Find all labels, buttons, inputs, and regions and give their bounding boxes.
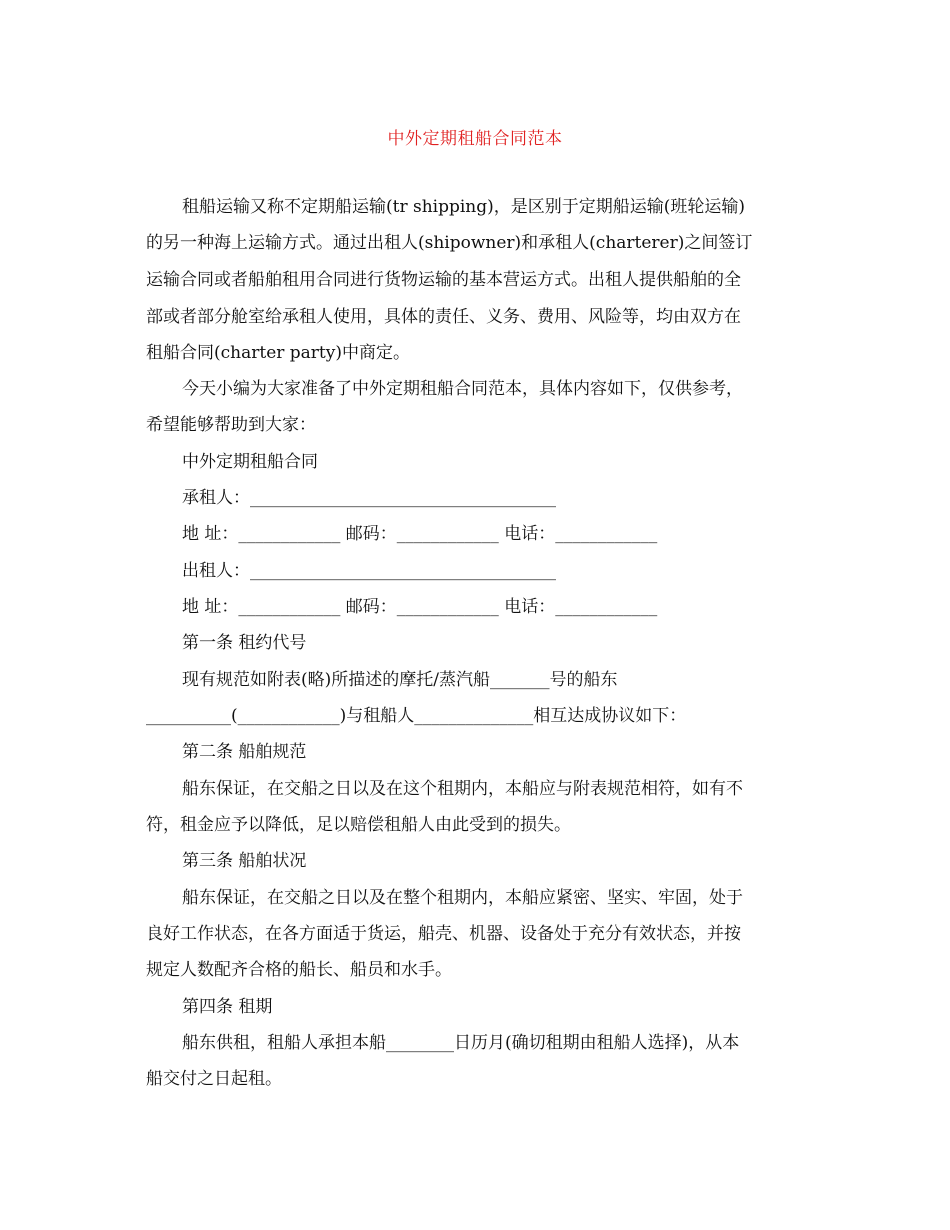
intro-line-1: 租船运输又称不定期船运输(tr shipping)，是区别于定期船运输(班轮运输) (182, 197, 746, 217)
article-3-heading: 第三条 船舶状况 (182, 851, 307, 871)
article-3-line-3: 规定人数配齐合格的船长、船员和水手。 (146, 960, 452, 980)
intro-line-3: 运输合同或者船舶租用合同进行货物运输的基本营运方式。出租人提供船舶的全 (146, 270, 741, 290)
preface-line-1: 今天小编为大家准备了中外定期租船合同范本，具体内容如下，仅供参考， (182, 379, 743, 399)
article-2-line-1: 船东保证，在交船之日以及在这个租期内，本船应与附表规范相符，如有不 (182, 779, 743, 799)
article-1-line-1: 现有规范如附表(略)所描述的摩托/蒸汽船_______号的船东 (182, 670, 618, 690)
intro-line-2: 的另一种海上运输方式。通过出租人(shipowner)和承租人(charterer)之间签订 (146, 233, 753, 253)
intro-line-4: 部或者部分舱室给承租人使用，具体的责任、义务、费用、风险等，均由双方在 (146, 307, 741, 327)
lessee-address-field: 地 址：____________ 邮码：____________ 电话：____________ (182, 524, 658, 544)
article-4-heading: 第四条 租期 (182, 997, 273, 1017)
article-3-line-2: 良好工作状态，在各方面适于货运，船壳、机器、设备处于充分有效状态，并按 (146, 924, 741, 944)
article-4-line-2: 船交付之日起租。 (146, 1069, 282, 1089)
preface-line-2: 希望能够帮助到大家： (146, 415, 316, 435)
document-title: 中外定期租船合同范本 (387, 129, 563, 149)
contract-heading: 中外定期租船合同 (182, 452, 318, 472)
article-2-line-2: 符，租金应予以降低，足以赔偿租船人由此受到的损失。 (146, 815, 571, 835)
intro-line-5: 租船合同(charter party)中商定。 (146, 343, 410, 363)
article-4-line-1: 船东供租，租船人承担本船________日历月(确切租期由租船人选择)，从本 (182, 1033, 740, 1053)
article-1-heading: 第一条 租约代号 (182, 633, 307, 653)
article-3-line-1: 船东保证，在交船之日以及在整个租期内，本船应紧密、坚实、牢固，处于 (182, 888, 743, 908)
lessee-field: 承租人：____________________________________ (182, 488, 556, 508)
article-1-line-2: __________(____________)与租船人______________相互达成协议如下： (146, 706, 687, 726)
lessor-field: 出租人：____________________________________ (182, 561, 556, 581)
lessor-address-field: 地 址：____________ 邮码：____________ 电话：____________ (182, 597, 658, 617)
article-2-heading: 第二条 船舶规范 (182, 742, 307, 762)
